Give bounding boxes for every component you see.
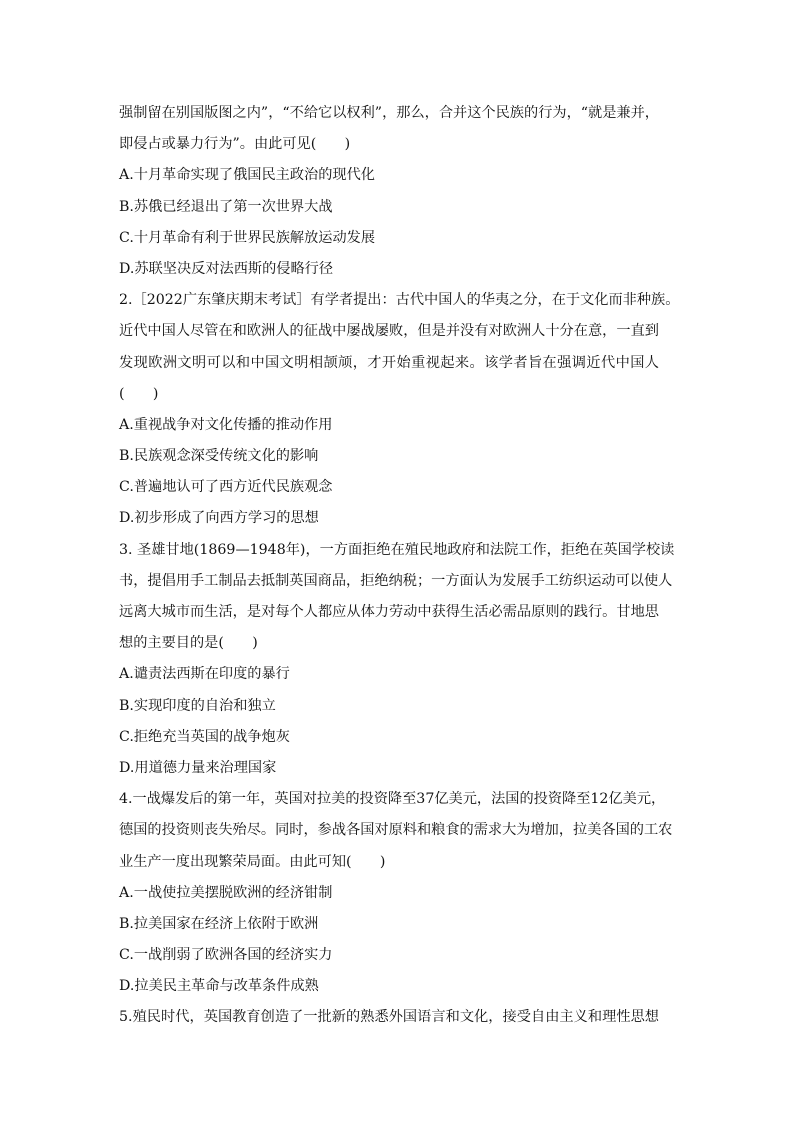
q4-option-a: A.一战使拉美摆脱欧洲的经济钳制 — [119, 884, 333, 901]
q4-stem-line-3: 业生产一度出现繁荣局面。由此可知( ) — [119, 853, 386, 870]
q3-option-c: C.拒绝充当英国的战争炮灰 — [119, 728, 290, 745]
q1-option-d: D.苏联坚决反对法西斯的侵略行径 — [119, 260, 334, 277]
q4-option-c: C.一战削弱了欧洲各国的经济实力 — [119, 947, 333, 964]
q1-stem-line-2: 即侵占或暴力行为”。由此可见( ) — [119, 136, 351, 153]
q3-stem-line-2: 书，提倡用手工制品去抵制英国商品，拒绝纳税；一方面认为发展手工纺织运动可以使人 — [119, 572, 673, 589]
q4-option-b: B.拉美国家在经济上依附于欧洲 — [119, 915, 319, 932]
q3-stem-line-3: 远离大城市而生活，是对每个人都应从体力劳动中获得生活必需品原则的践行。甘地思 — [119, 604, 659, 620]
q3-stem-line-1: 3. 圣雄甘地(1869—1948年)，一方面拒绝在殖民地政府和法院工作，拒绝在英国学校读 — [119, 541, 675, 558]
q2-stem-line-1: 2.［2022广东肇庆期末考试］有学者提出：古代中国人的华夷之分，在于文化而非种族。 — [119, 292, 680, 309]
q2-stem-line-4: ( ) — [119, 385, 159, 402]
q4-option-d: D.拉美民主革命与改革条件成熟 — [119, 978, 319, 995]
q4-stem-line-2: 德国的投资则丧失殆尽。同时，参战各国对原料和粮食的需求大为增加，拉美各国的工农 — [119, 822, 673, 839]
q4-stem-line-1: 4.一战爆发后的第一年，英国对拉美的投资降至37亿美元，法国的投资降至12亿美元， — [119, 791, 666, 808]
q3-option-a: A.谴责法西斯在印度的暴行 — [119, 666, 290, 683]
q1-stem-line-1: 强制留在别国版图之内”，“不给它以权利”，那么，合并这个民族的行为，“就是兼并， — [119, 105, 659, 121]
q1-option-b: B.苏俄已经退出了第一次世界大战 — [119, 198, 333, 215]
q2-option-a: A.重视战争对文化传播的推动作用 — [119, 416, 333, 433]
q2-option-d: D.初步形成了向西方学习的思想 — [119, 510, 319, 527]
q3-option-b: B.实现印度的自治和独立 — [119, 697, 276, 714]
q1-option-c: C.十月革命有利于世界民族解放运动发展 — [119, 229, 376, 246]
q1-option-a: A.十月革命实现了俄国民主政治的现代化 — [119, 167, 375, 184]
question-text — [119, 98, 680, 1034]
q2-option-b: B.民族观念深受传统文化的影响 — [119, 448, 319, 465]
q2-stem-line-2: 近代中国人尽管在和欧洲人的征战中屡战屡败，但是并没有对欧洲人十分在意，一直到 — [119, 323, 659, 340]
q2-option-c: C.普遍地认可了西方近代民族观念 — [119, 479, 333, 496]
q2-stem-line-3: 发现欧洲文明可以和中国文明相颉颃，才开始重视起来。该学者旨在强调近代中国人 — [119, 354, 659, 371]
q5-stem-line-1: 5.殖民时代，英国教育创造了一批新的熟悉外国语言和文化，接受自由主义和理性思想 — [119, 1009, 659, 1026]
q3-stem-line-4: 想的主要目的是( ) — [119, 635, 258, 652]
q3-option-d: D.用道德力量来治理国家 — [119, 759, 277, 776]
